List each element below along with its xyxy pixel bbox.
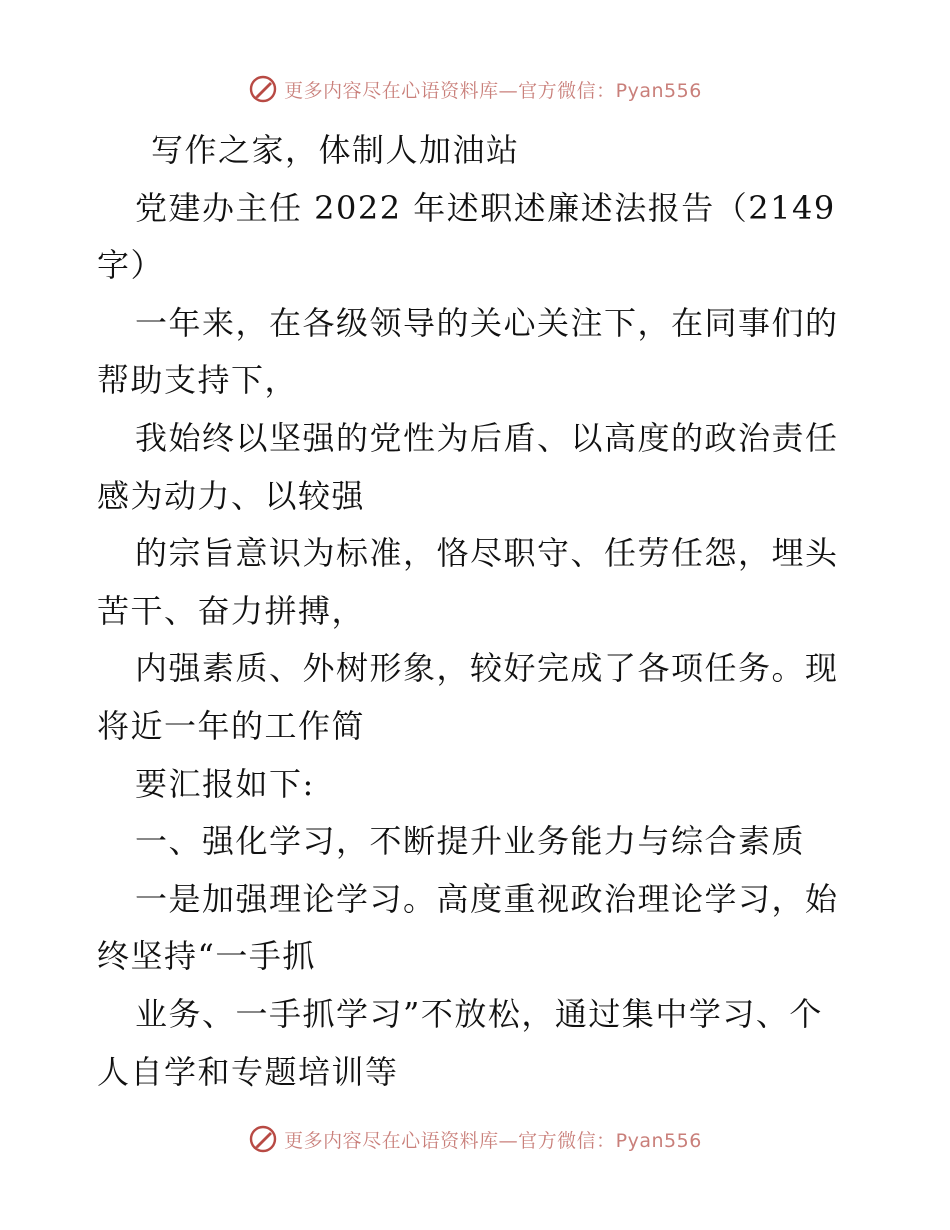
section-heading: 一、强化学习，不断提升业务能力与综合素质 — [135, 822, 806, 861]
footer-banner-label: 更多内容尽在心语资料库—官方微信： — [284, 1129, 616, 1152]
document-line: 一是加强理论学习。高度重视政治理论学习，始 — [135, 879, 839, 918]
header-banner-text — [284, 76, 702, 103]
header-banner-label: 更多内容尽在心语资料库—官方微信： — [284, 79, 616, 102]
document-body — [97, 122, 857, 1101]
document-line: 我始终以坚强的党性为后盾、以高度的政治责任 — [135, 418, 839, 457]
document-line: 内强素质、外树形象，较好完成了各项任务。现 — [135, 649, 839, 688]
document-line: 要汇报如下: — [135, 764, 315, 803]
pen-logo-icon — [248, 1124, 278, 1154]
header-banner — [0, 74, 950, 104]
document-line: 的宗旨意识为标准，恪尽职守、任劳任怨，埋头 — [135, 534, 839, 573]
document-line: 将近一年的工作简 — [97, 706, 366, 745]
document-line: 党建办主任 2022 年述职述廉述法报告（2149 — [135, 188, 836, 227]
document-line: 苦干、奋力拼搏， — [97, 591, 366, 630]
footer-wechat-id: Pyan556 — [615, 1129, 702, 1152]
document-line: 终坚持“一手抓 — [97, 937, 316, 976]
document-line: 一年来，在各级领导的关心关注下，在同事们的 — [135, 303, 839, 342]
footer-banner-text — [284, 1126, 702, 1153]
document-line: 业务、一手抓学习”不放松，通过集中学习、个 — [135, 994, 823, 1033]
footer-banner — [0, 1124, 950, 1154]
document-line: 写作之家，体制人加油站 — [151, 131, 520, 169]
document-line: 人自学和专题培训等 — [97, 1052, 399, 1091]
pen-logo-icon — [248, 74, 278, 104]
header-wechat-id: Pyan556 — [615, 79, 702, 102]
document-line: 字） — [97, 246, 165, 285]
document-line: 帮助支持下， — [97, 361, 299, 400]
document-line: 感为动力、以较强 — [97, 476, 366, 515]
